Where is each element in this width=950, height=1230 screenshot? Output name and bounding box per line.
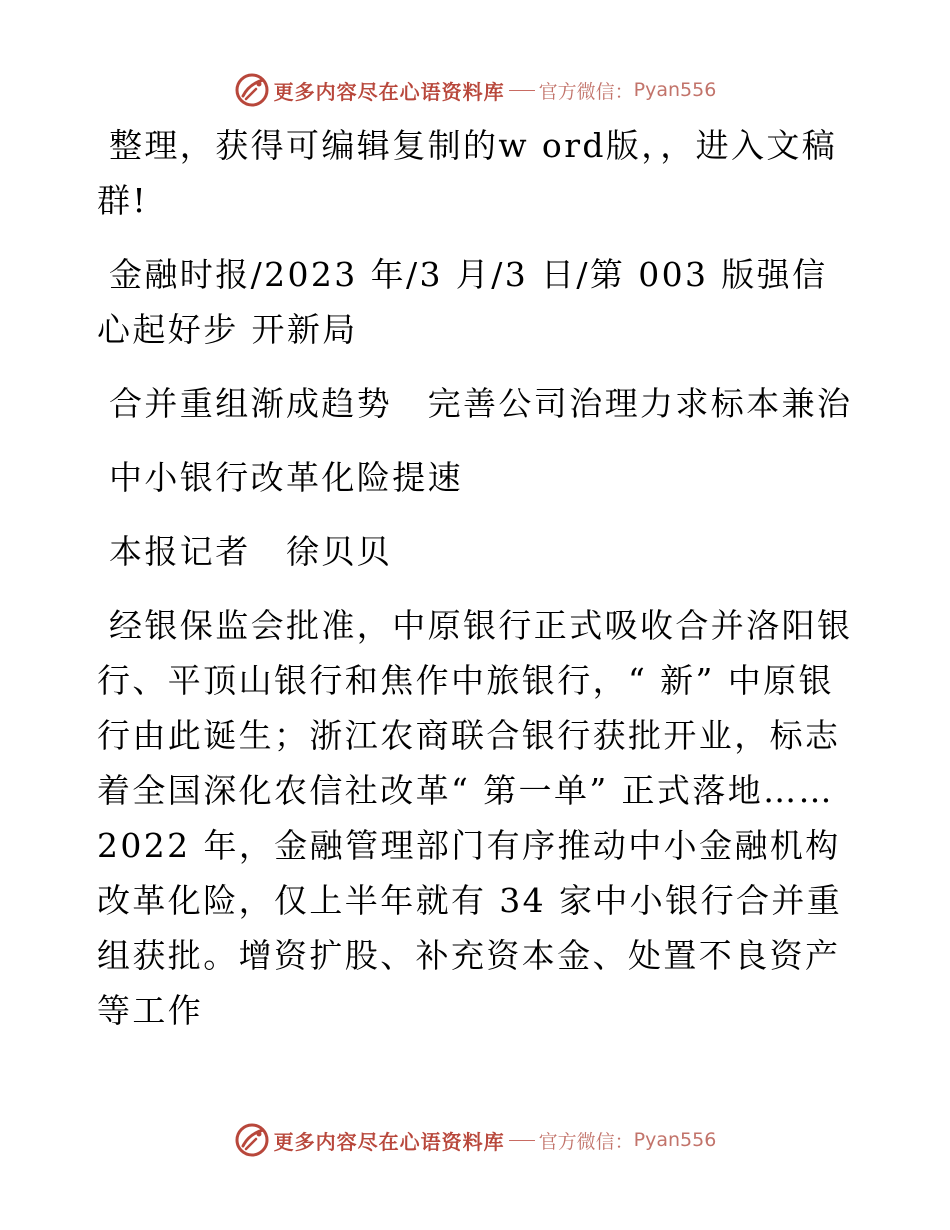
watermark-sub: 官方微信： — [538, 1130, 634, 1153]
article-subtitle: 合并重组渐成趋势 完善公司治理力求标本兼治 — [109, 384, 853, 423]
article-title: 中小银行改革化险提速 — [109, 458, 463, 497]
watermark-text: 更多内容尽在心语资料库 — [273, 79, 505, 104]
body-paragraph: 经银保监会批准，中原银行正式吸收合并洛阳银行、平顶山银行和焦作中旅银行，“ 新” 中原银行由此诞生；浙江农商联合银行获批开业，标志着全国深化农信社改革“ 第一单” 正式落地……2022 年，金融管理部门有序推动中小金融机构改革化险，仅上半年就有 34 家中小银行合并重组获批。增资扩股、补充资本金、处置不良资产等工作 — [97, 606, 853, 1030]
seal-logo-icon — [234, 72, 270, 108]
watermark-sub: 官方微信： — [538, 80, 634, 103]
watermark-dash — [509, 1140, 535, 1141]
watermark-dash — [509, 90, 535, 91]
intro-paragraph: 整理，获得可编辑复制的w ord版，，进入文稿群! — [97, 126, 838, 220]
header-watermark — [0, 70, 950, 110]
watermark-wechat-id: Pyan556 — [633, 1129, 717, 1151]
watermark-text: 更多内容尽在心语资料库 — [273, 1129, 505, 1154]
source-line: 金融时报/2023 年/3 月/3 日/第 003 版强信心起好步 开新局 — [97, 255, 828, 349]
watermark-wechat-id: Pyan556 — [633, 79, 717, 101]
byline: 本报记者 徐贝贝 — [109, 532, 393, 571]
footer-watermark — [0, 1120, 950, 1160]
document-body — [97, 118, 853, 1057]
seal-logo-icon — [234, 1122, 270, 1158]
